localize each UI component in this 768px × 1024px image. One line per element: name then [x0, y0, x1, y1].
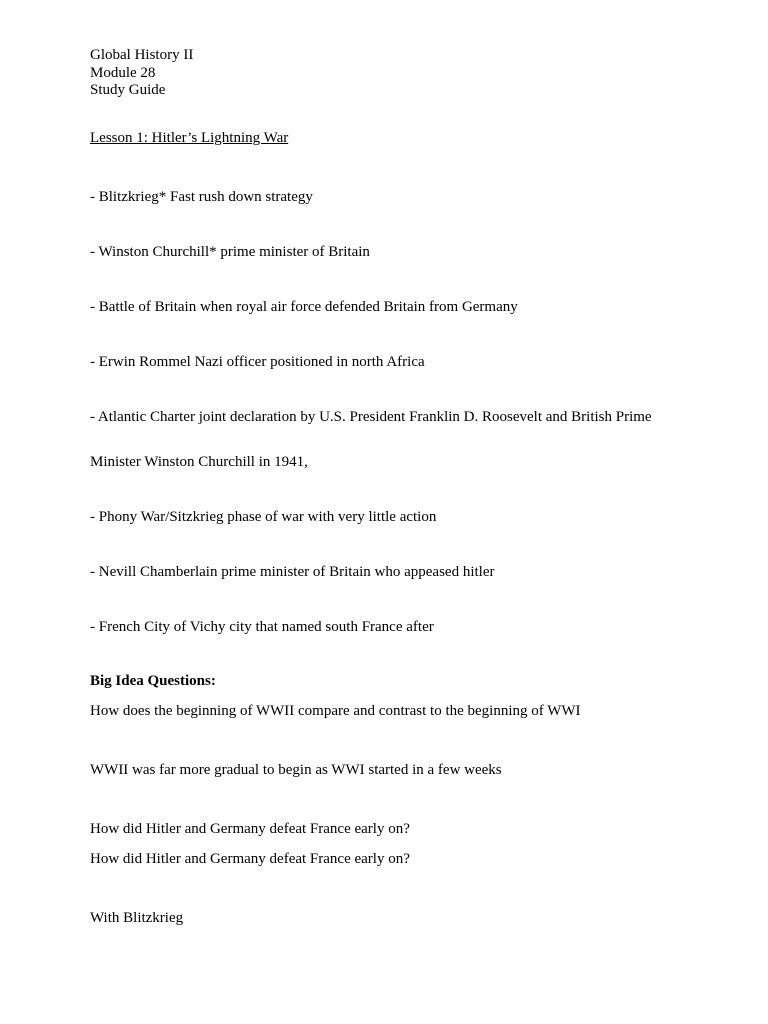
term-vichy: - French City of Vichy city that named south France after — [90, 619, 434, 635]
term-battle-of-britain: - Battle of Britain when royal air force defended Britain from Germany — [90, 299, 518, 315]
term-atlantic-charter-continued: Minister Winston Churchill in 1941, — [90, 454, 308, 470]
big-idea-answer-1: WWII was far more gradual to begin as WWI started in a few weeks — [90, 762, 502, 778]
big-idea-answer-2: With Blitzkrieg — [90, 910, 184, 926]
big-idea-question-2: How did Hitler and Germany defeat France early on? — [90, 821, 410, 837]
term-atlantic-charter: - Atlantic Charter joint declaration by U.S. President Franklin D. Roosevelt and British Prime — [90, 409, 652, 425]
big-idea-heading: Big Idea Questions: — [90, 673, 216, 689]
big-idea-question-2-repeat: How did Hitler and Germany defeat France early on? — [90, 851, 410, 867]
term-churchill: - Winston Churchill* prime minister of Britain — [90, 244, 370, 260]
term-phony-war: - Phony War/Sitzkrieg phase of war with very little action — [90, 509, 437, 525]
term-chamberlain: - Nevill Chamberlain prime minister of Britain who appeased hitler — [90, 564, 495, 580]
module-label: Module 28 — [90, 65, 156, 81]
term-blitzkrieg: - Blitzkrieg* Fast rush down strategy — [90, 189, 313, 205]
big-idea-question-1: How does the beginning of WWII compare and contrast to the beginning of WWI — [90, 703, 581, 719]
lesson-title: Lesson 1: Hitler’s Lightning War — [90, 130, 289, 146]
course-title: Global History II — [90, 47, 194, 63]
term-rommel: - Erwin Rommel Nazi officer positioned in north Africa — [90, 354, 425, 370]
document-type: Study Guide — [90, 82, 166, 98]
